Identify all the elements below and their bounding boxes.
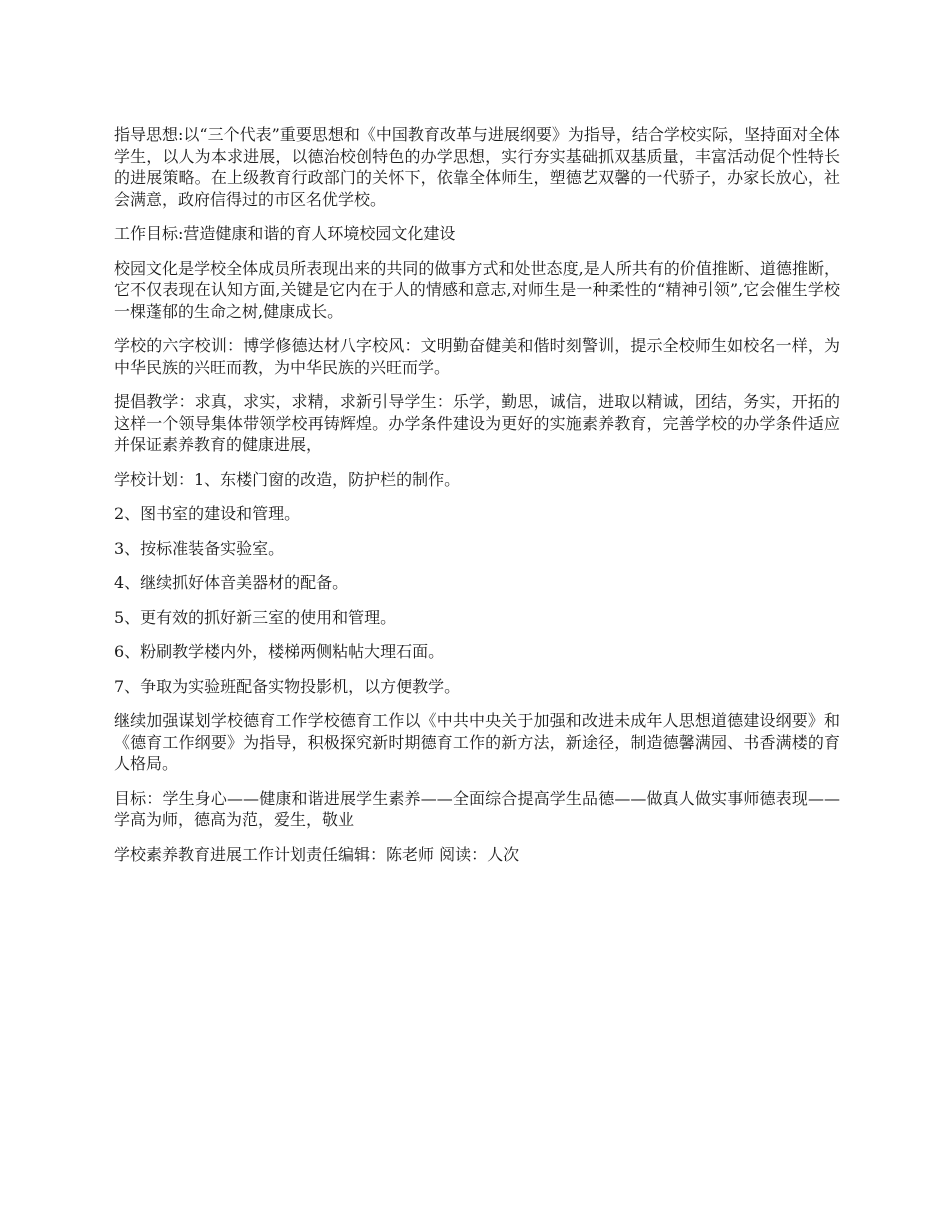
plan-item-2: 2、图书室的建设和管理。 bbox=[114, 504, 301, 523]
plan-item-3: 3、按标准装备实验室。 bbox=[114, 538, 285, 558]
paragraph-teaching: 提倡教学：求真，求实，求精，求新引导学生：乐学，勤思，诚信，进取以精诚，团结，务实，开拓的这样一个领导集体带领学校再铸辉煌。办学条件建设为更好的实施素养教育，完善学校的办学条件适应并保证素养教育的健康进展， bbox=[114, 392, 840, 454]
paragraph-goals: 目标：学生身心——健康和谐进展学生素养——全面综合提高学生品德——做真人做实事师德表现——学高为师，德高为范，爱生，敬业 bbox=[114, 788, 840, 829]
paragraph-guiding-ideology: 指导思想:以“三个代表”重要思想和《中国教育改革与进展纲要》为指导，结合学校实际，坚持面对全体学生，以人为本求进展，以德治校创特色的办学思想，实行夯实基础抓双基质量，丰富活动促个性特长的进展策略。在上级教育行政部门的关怀下，依靠全体师生，塑德艺双馨的一代骄子，办家长放心，社会满意，政府信得过的市区名优学校。 bbox=[114, 125, 840, 209]
plan-item-6: 6、粉刷教学楼内外，楼梯两侧粘帖大理石面。 bbox=[114, 642, 445, 661]
plan-item-4: 4、继续抓好体音美器材的配备。 bbox=[114, 573, 349, 592]
paragraph-campus-culture: 校园文化是学校全体成员所表现出来的共同的做事方式和处世态度,是人所共有的价值推断、道德推断，它不仅表现在认知方面,关键是它内在于人的情感和意志,对师生是一种柔性的“精神引领”,它会催生学校一棵蓬郁的生命之树,健康成长。 bbox=[114, 258, 840, 321]
plan-item-5: 5、更有效的抓好新三室的使用和管理。 bbox=[114, 607, 397, 627]
paragraph-school-plan: 学校计划：1、东楼门窗的改造，防护栏的制作。 bbox=[114, 469, 461, 489]
paragraph-footer-editor: 学校素养教育进展工作计划责任编辑：陈老师 阅读：人次 bbox=[114, 844, 520, 864]
plan-item-7: 7、争取为实验班配备实物投影机，以方便教学。 bbox=[114, 676, 461, 696]
paragraph-school-motto: 学校的六字校训：博学修德达材八字校风：文明勤奋健美和偕时刻警训，提示全校师生如校名一样，为中华民族的兴旺而教，为中华民族的兴旺而学。 bbox=[114, 336, 840, 377]
paragraph-work-goal: 工作目标:营造健康和谐的育人环境校园文化建设 bbox=[114, 224, 456, 243]
paragraph-moral-education: 继续加强谋划学校德育工作学校德育工作以《中共中央关于加强和改进未成年人思想道德建设纲要》和《德育工作纲要》为指导，积极探究新时期德育工作的新方法，新途径，制造德馨满园、书香满楼的育人格局。 bbox=[114, 711, 840, 773]
